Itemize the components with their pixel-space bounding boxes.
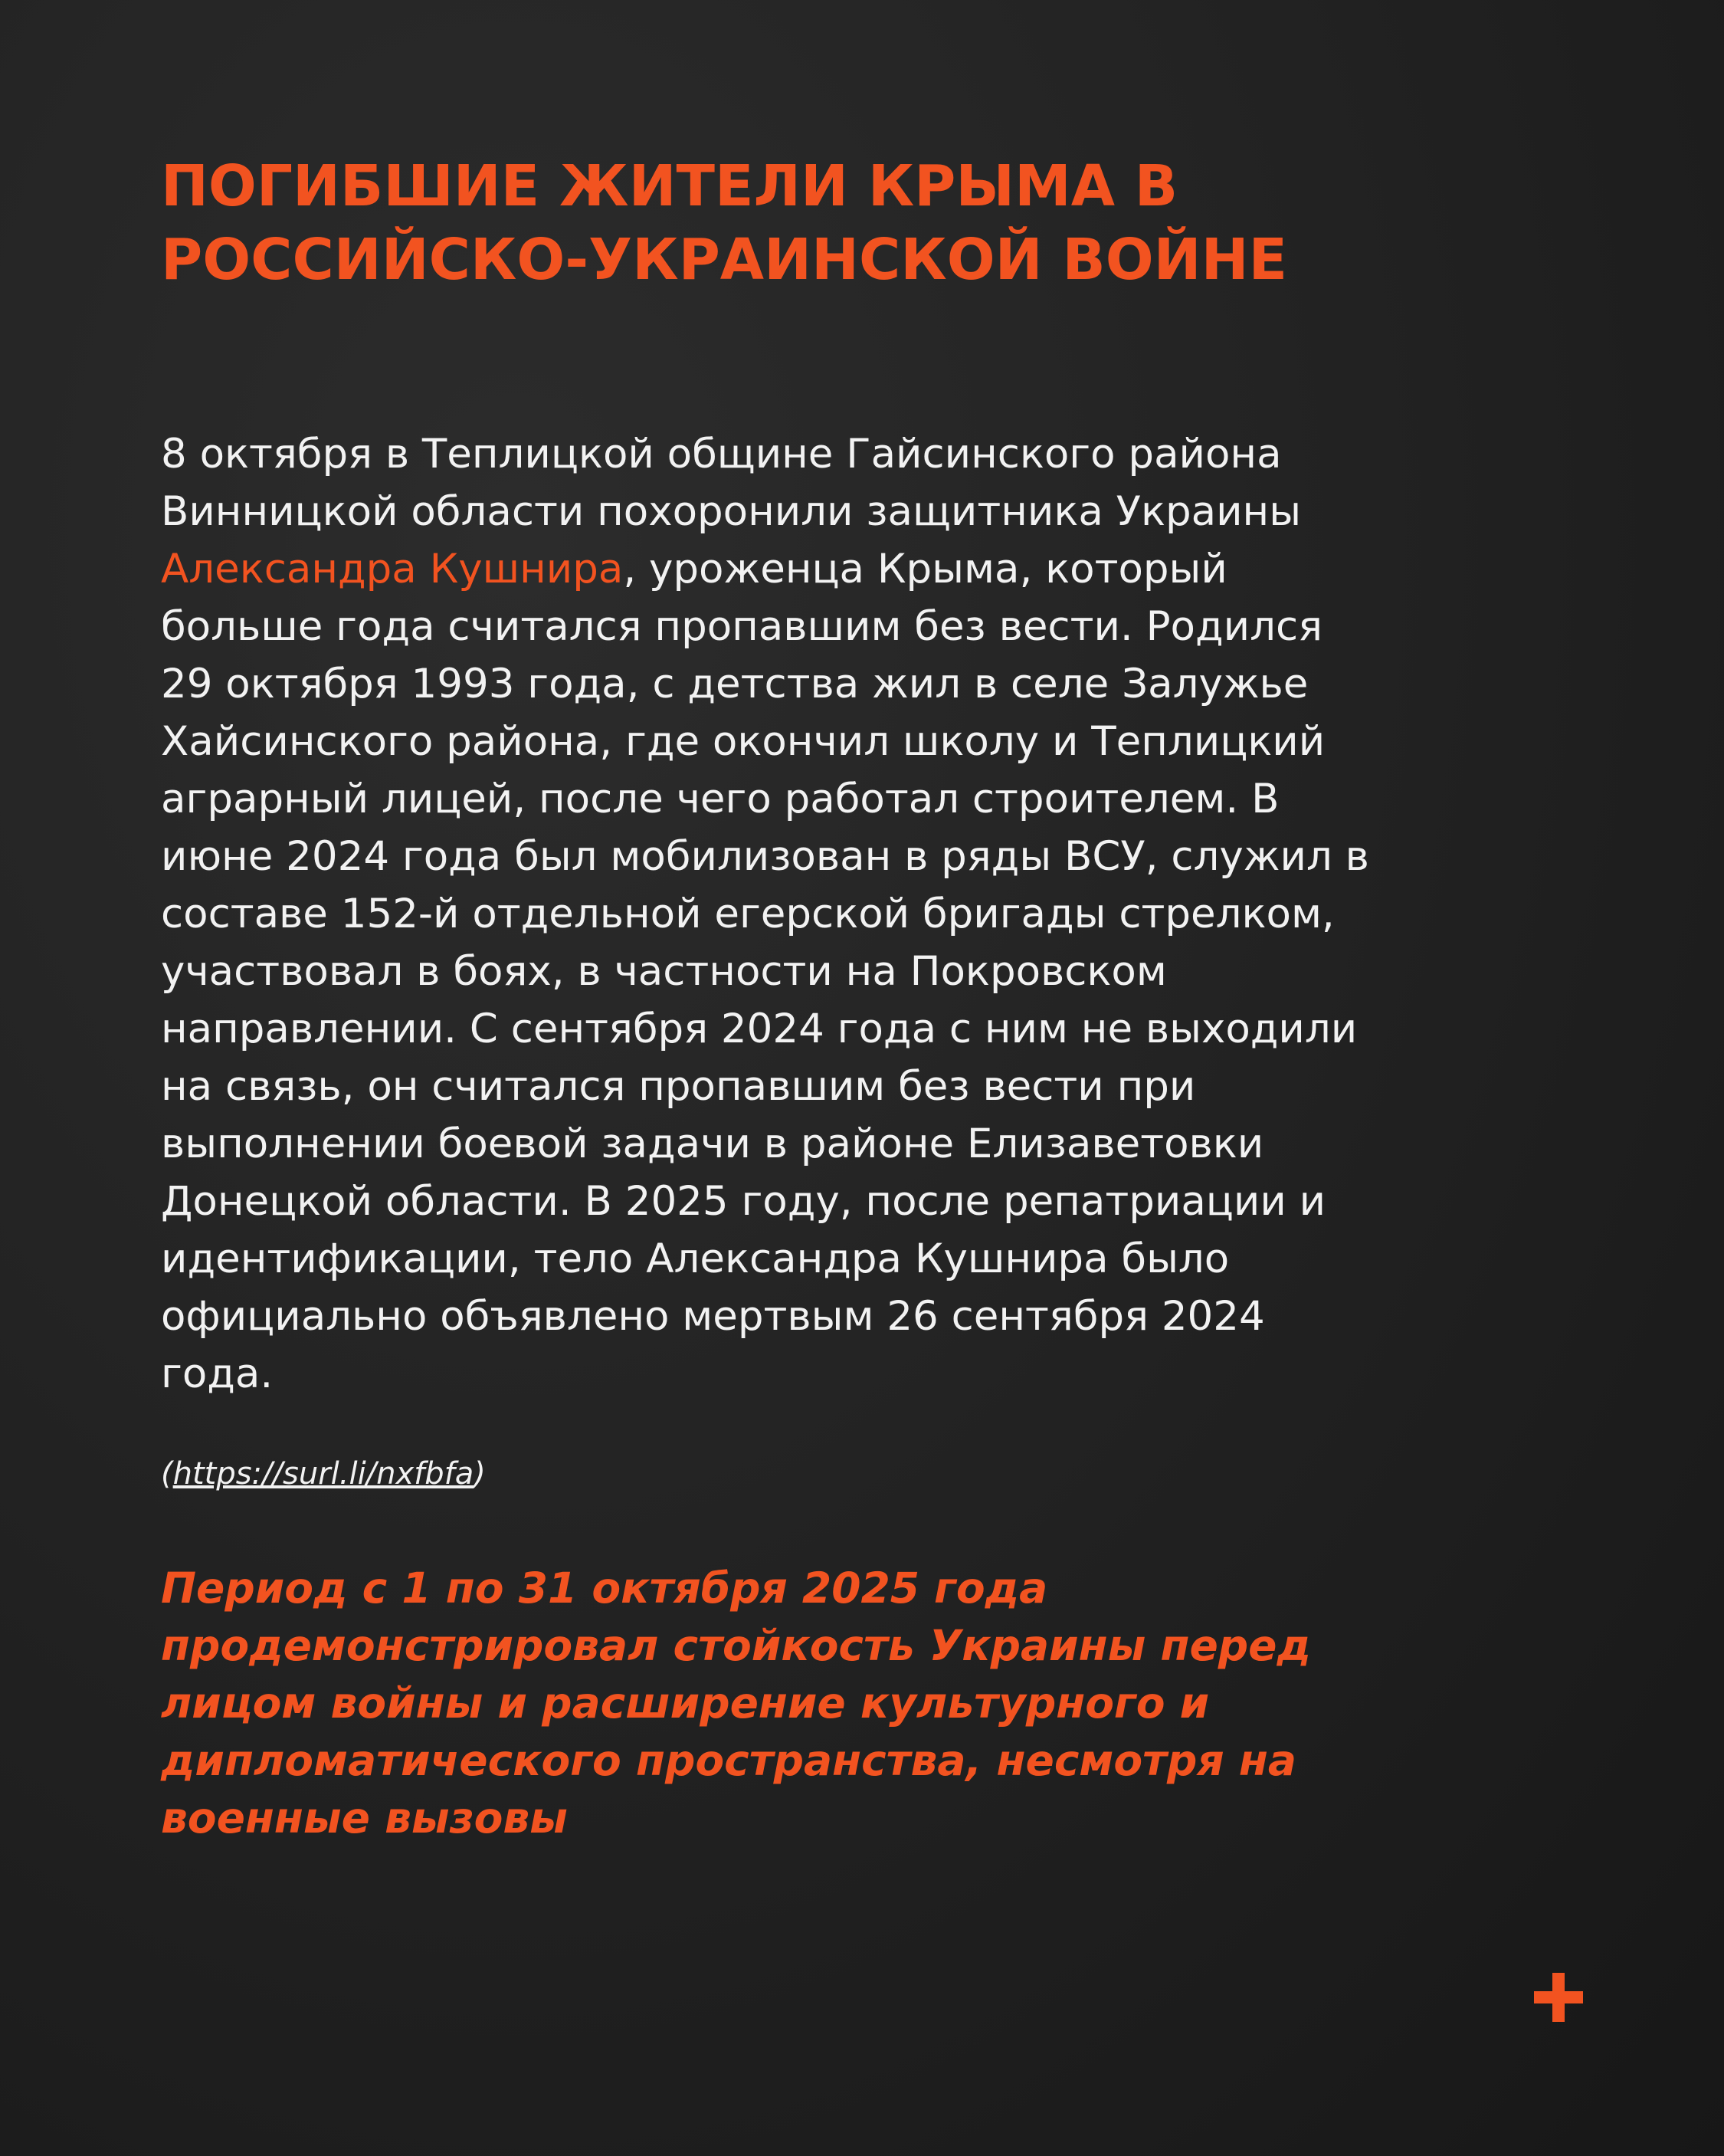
body-line: года. <box>161 1350 274 1397</box>
source-paren-open: ( <box>161 1456 173 1491</box>
body-line: Донецкой области. В 2025 году, после репатриации и <box>161 1178 1326 1225</box>
statement-line: Период с 1 по 31 октября 2025 года <box>161 1564 1048 1613</box>
body-line: аграрный лицей, после чего работал строителем. В <box>161 776 1280 822</box>
source-citation <box>161 1456 486 1491</box>
statement-line: дипломатического пространства, несмотря на <box>161 1736 1296 1785</box>
body-line: на связь, он считался пропавшим без вести при <box>161 1063 1196 1110</box>
closing-statement <box>161 1560 1617 1847</box>
body-line: июне 2024 года был мобилизован в ряды ВСУ, служил в <box>161 833 1369 880</box>
source-link[interactable]: https://surl.li/nxfbfa <box>172 1456 474 1491</box>
statement-line: военные вызовы <box>161 1793 568 1843</box>
page-title <box>161 149 1617 297</box>
body-line: Хайсинского района, где окончил школу и Теплицкий <box>161 718 1326 765</box>
statement-line: продемонстрировал стойкость Украины перед <box>161 1621 1311 1670</box>
statement-line: лицом войны и расширение культурного и <box>161 1679 1210 1728</box>
article-body <box>161 425 1617 1403</box>
body-line: направлении. С сентября 2024 года с ним не выходили <box>161 1006 1358 1052</box>
body-line: идентификации, тело Александра Кушнира было <box>161 1236 1230 1282</box>
body-line: участвовал в боях, в частности на Покровском <box>161 948 1167 995</box>
body-line: 8 октября в Теплицкой общине Гайсинского района <box>161 431 1282 477</box>
body-line-rest: , уроженца Крыма, который <box>623 546 1227 592</box>
plus-icon <box>1534 1973 1583 2022</box>
body-line: Винницкой области похоронили защитника Украины <box>161 488 1302 535</box>
title-line: ПОГИБШИЕ ЖИТЕЛИ КРЫМА В <box>161 153 1178 219</box>
body-line: выполнении боевой задачи в районе Елизаветовки <box>161 1121 1264 1167</box>
title-line: РОССИЙСКО-УКРАИНСКОЙ ВОЙНЕ <box>161 227 1288 293</box>
source-paren-close: ) <box>474 1456 486 1491</box>
body-line: 29 октября 1993 года, с детства жил в селе Залужье <box>161 661 1309 707</box>
page-content <box>161 149 1617 1843</box>
highlighted-name: Александра Кушнира <box>161 546 624 592</box>
body-line: составе 152-й отдельной егерской бригады стрелком, <box>161 891 1335 937</box>
body-line: больше года считался пропавшим без вести. Родился <box>161 603 1322 650</box>
body-line: официально объявлено мертвым 26 сентября 2024 <box>161 1293 1265 1340</box>
body-line <box>161 540 1617 598</box>
